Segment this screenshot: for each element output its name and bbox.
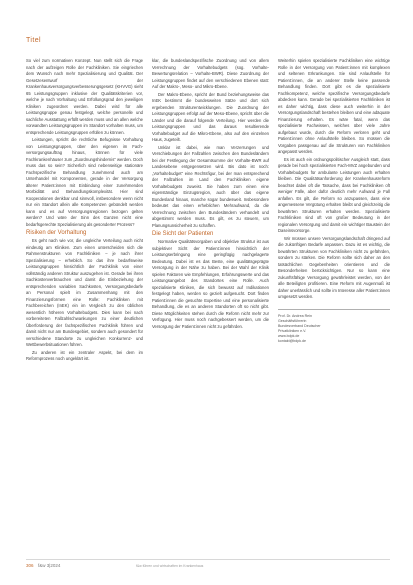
paragraph: Wir müssen unsere Versorgungslandschaft dringend auf die zukünftigen Bedarfe anpassen. Dazu ist es wichtig, die bewährten Strukturen von Fachkliniken nicht zu gefährden, sondern zu stärken. Die Reform sollte sich daher an den tatsächlichen Gegebenheiten orientieren und die Besonderheiten berücksichtigen. Nur so kann eine zukunftsfähige Versorgung gewährleistet werden, von der alle Beteiligten profitieren. Eine Reform mit Augenmaß ist daher unerlässlich und sollte im Interesse aller Patient:innen umgesetzt werden. (278, 235, 390, 299)
paragraph: Der Makro-Ebene, spricht der Bund beziehungsweise das InEK bestimmt die bundesweiten Sätze und dort sich ergebenden Strukturentwicklungen. Die Zuordnung der Leistungsgruppen erfolgt auf der Meso-Ebene, spricht über die Länder und die darauf folgende Verteilung. Hier werden die Leistungsgruppen und das daraus resultierende Vorhaltebudget auf die Mikro-Ebene, also auf den einzelnen Haus, zugeteilt. (152, 91, 269, 142)
paragraph: Es geht nach wie vor, die ungleiche Verteilung auch nicht eindeutig am Kliniken. Zum einen unterscheiden sich die Rahmenstrukturen von Fachkliniken – je nach ihrer Spezialisierung – erheblich. So das ihre bedarfsweise Leistungsgruppen hinsichtlich der Fachklinik von einer vollständig anderen Struktur auszugehen ist. Gerade bei ihren Sachkostenverbrauchen und damit die Einbeziehung der entsprechenden variablen Sachkosten, Versorgungsbedarfe an Personal spielt im Zusammenhang mit den Finanzierungsformen eine Rolle: Fachklinken mit Fachbereichen (InEK) ein im Vergleich zu den üblichen wesentlich höheren Vorhaltebudgets. Dies kann bei nach vorbereiteten Fallzahlschwankungen zu einer deutlichen Überforderung der fachspezifischen Fachklinik führen und damit nicht nur am Bundesgebiet, sondern auch gesondert für verschiedene Standorte zu ungleichen Konkurrenz- und Wettbewerbsituationen führen. (26, 238, 143, 347)
subheading-patients: Die Sicht der Patienten (152, 231, 214, 237)
paragraph: Leistungen, spricht die rechtliche Befugnisse Vorhaltung von Leistungsgruppen, über den eigenen im Fach-versorgungsauftrag hinaus, können für viele Fachkrankenhäuser zum „Zuordnungshindernis“ werden. Doch muss das so sein? Sicherlich sind nebenseitige stationäre Fachspezifische Behandlung zunehmend auch am Unterhandel mit Komponenten, gerade in der Versorgung älterer Patient:innen mit Einbindung einer zunehmenden Morbidität und Behandlungskomplexität. Hier sind Kooperationen denkbar und sinnvoll, insbesondere wenn nicht nur ein Standort allein alle Kompetenzen gebündelt werden kann und es auf Versorgungsregionen bezogen gelten werden? Und wäre der Sinn des Ganzen nicht eine bedarfsgerechte Spezialisierung als gesonderter Prozess? (26, 137, 143, 227)
paragraph: Normative Qualitätsvorgaben und objektive Struktur ist aus subjektiver Sicht der Patient:innen hinsichtlich der Leistungserbringung eine geringfügig nachgelagerte Bedeutung. Dabei ist es das Beste, eine qualitätsgeprägte Versorgung in der Nähe zu haben. Bei der Wahl der Klinik spielen Faktoren wie Empfehlungen, Erfahrungswerte und das Leistungsangebot des Standortes eine Rolle. Auch spezialisierte Kliniken, die sich bewusst auf Indikationen festgelegt haben, werden so gezielt aufgesucht. Dort finden Patient:innen die gesuchte Expertise und eine personalisierte Behandlung, die es an anderen Standorten oft so nicht gibt. Diese Möglichkeiten stehen durch die Reform nicht mehr zur Verfügung. Hier muss noch nachgebessert werden, um die Versorgung der Patient:innen nicht zu gefährden. (152, 239, 269, 329)
author-info (278, 309, 390, 344)
paragraph: klar, die bundeslandspezifische Zuordnung und von allem Verrechnung der Vorhaltebudgets (sog. Vorhalte-Bewertungsrelation – Vorhalte-BWR). Diese Zuordnung der Leistungsgruppen findet auf den verschiedenen Ebenen statt: Auf der Makro-, Meso- und Mikro-Ebene. (152, 58, 269, 89)
author-website-link[interactable]: www.bdpk.de (278, 333, 300, 338)
footer-text: f&w führen und wirtschaften im Krankenhaus (136, 563, 204, 568)
author-role: Geschäftsführerin (278, 318, 307, 323)
paragraph: Unklar ist dabei, wie man Verzerrungen und Verschiebungen der Fallzahlen zwischen den Bundesländern bei der Festlegung der Gesamtsumme der Vorhalte-BWR auf Landesebene entgegensetzen wird. Bis dato ist noch: „Vorhaltebudget“ eine Rechtsfigur, bei der man entsprechend der Fallzahlen im Land den Fachkliniken eigene Vorhaltebudgets zuweist. Sie haben zum einen eine eigenständige Einzugsregion, auch über das eigene Bundesland hinaus, manche sogar bundesweit. Insbesondere bedeutet das einen erheblichen Mehraufwand, da die Verrechnung zwischen den Bundesländern verhandelt und abgestimmt werden muss. Es gilt, es zu steuern, um Planungsunsicherheit zu schaffen. (152, 144, 269, 228)
section-title: Titel (26, 37, 41, 44)
author-name: Prof. Dr. Andrea Rein (278, 313, 312, 318)
paragraph: Weiterhin spielen spezialisierte Fachkliniken eine wichtige Rolle in der Versorgung von Patient:innen mit komplexen und seltenen Erkrankungen. Sie sind Anlaufstelle für Patient:innen, die an anderer Stelle keine passende Behandlung finden. Dort gibt es die spezialisierte Fachkompetenz, welche spezifische Versorgungsbedarfe abdecken kann. Gerade bei spezialisierten Fachkliniken ist es daher wichtig, dass diese auch weiterhin in der Versorgungslandschaft bestehen bleiben und eine adäquate Finanzierung erhalten. Es wäre fatal, wenn das spezialisierte Fachwissen, welches über viele Jahre aufgebaut wurde, durch die Reform verloren geht und Patient:innen ohne Anlaufstelle bleiben. So müssen die Vorgaben passgenau auf die Strukturen von Fachkliniken angepasst werden. (278, 58, 390, 154)
column-middle (152, 58, 269, 331)
page-number: 306 (26, 563, 34, 568)
paragraph: Zu anderen ist ein zentraler Aspekt, bei dem im Reformprozess noch ungeklärt ist. (26, 349, 143, 361)
author-org: Bundesverband Deutscher (278, 323, 321, 328)
column-left (26, 58, 143, 364)
paragraph: Es ist auch ein ordnungspolitischer Ausgleich statt, dass gerade bei hoch spezialisierten Fach-MVZ angebunden und Vorhaltebudgets für ambulante Leistungen auch erhalten bleiben. Die Qualitätsanforderung der Krankenhausreform beachtet dabei oft die Tatsache, dass bei Fachkliniken oft weniger Fälle, aber dafür deutlich mehr Aufwand je Fall anfallen. Es gilt, die Reform so anzupassen, dass eine angemessene Vergütung erhalten bleibt und gleichzeitig die bewährten Strukturen erhalten werden. Spezialisierte Fachkliniken sind oft von großer Bedeutung in der regionalen Versorgung und damit ein wichtiger Baustein der Daseinsvorsorge. (278, 156, 390, 233)
author-email-link[interactable]: kontakt@bdpk.de (278, 338, 307, 343)
footer-divider (26, 559, 390, 560)
issue-label: f&w 3|2024 (38, 563, 61, 568)
column-right (278, 58, 390, 344)
paragraph: So viel zum normativen Konzept. Nun stellt sich die Frage nach der aufzeigen Rolle der Fachkliniken. Sie eingriechen dem Wunsch nach mehr Spezialisierung und Qualität. Der Gesetzesentwurf der Krankenhausversorgungsverbesserungsgesetz (KHVVG) sieht 65 Leistungsgruppen inklusive der Qualitätskriterien vor, welche je nach Vorhaltung und Erfüllungsgrad den jeweiligen Kliniken zugeordnet werden. Dabei wird für alle Leistungsgruppe genau festgelegt, welche personelle und sachliche Ausstattung erfüllt werden muss und an allen welche vorwandten Leistungsgruppen im Standort vorhalten muss, um entsprechende Leistungsgruppen erfüllen zu können. (26, 58, 143, 135)
author-org-line2: Privatkliniken e.V. (278, 328, 307, 333)
subheading-risks: Risiken der Vorhaltung (26, 230, 87, 236)
